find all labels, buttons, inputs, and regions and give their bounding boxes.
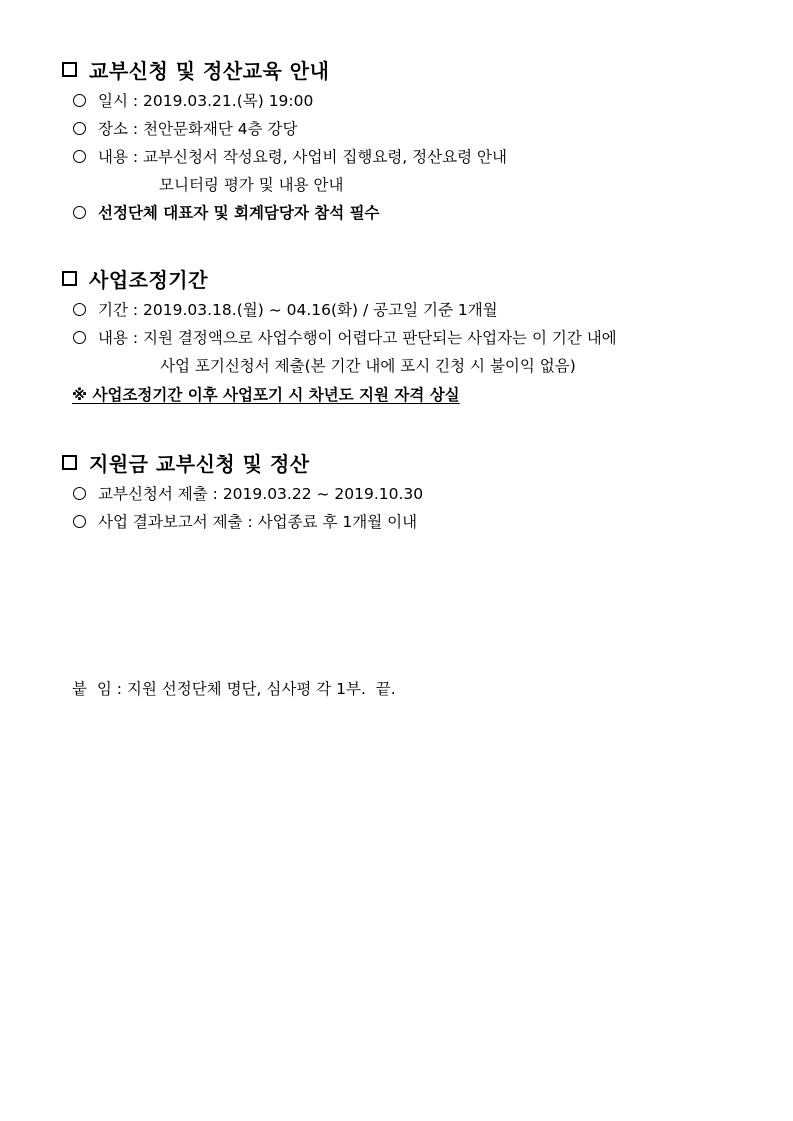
list-item-content: [60, 142, 753, 170]
circle-bullet-icon: [73, 150, 86, 163]
circle-bullet-icon: [73, 206, 86, 219]
section-heading: [60, 263, 753, 293]
section-title: 사업조정기간: [89, 267, 208, 292]
item-text: 사업 결과보고서 제출 : 사업종료 후 1개월 이내: [98, 513, 418, 531]
circle-bullet-icon: [73, 94, 86, 107]
list-item-period: [60, 295, 753, 323]
attachment-line: 붙 임 : 지원 선정단체 명단, 심사평 각 1부. 끝.: [72, 680, 396, 698]
circle-bullet-icon: [73, 487, 86, 500]
list-item-date: [60, 86, 753, 114]
item-text: 선정단체 대표자 및 회계담당자 참석 필수: [98, 204, 380, 222]
circle-bullet-icon: [73, 515, 86, 528]
warning-note: ※ 사업조정기간 이후 사업포기 시 차년도 지원 자격 상실: [72, 386, 460, 404]
checkbox-square-icon: [62, 271, 77, 286]
item-text: 기간 : 2019.03.18.(월) ~ 04.16(화) / 공고일 기준 1개월: [98, 301, 498, 319]
section-title: 지원금 교부신청 및 정산: [89, 451, 310, 476]
list-item-location: [60, 114, 753, 142]
item-continuation: 모니터링 평가 및 내용 안내: [159, 176, 344, 194]
item-text: 장소 : 천안문화재단 4층 강당: [98, 120, 298, 138]
section-title: 교부신청 및 정산교육 안내: [89, 58, 330, 83]
list-item-required-attendance: [60, 198, 753, 226]
item-continuation: 사업 포기신청서 제출(본 기간 내에 포시 긴청 시 불이익 없음): [160, 357, 576, 375]
section-education: [60, 54, 753, 226]
section-grant-application: [60, 447, 753, 535]
circle-bullet-icon: [73, 122, 86, 135]
section-heading: [60, 447, 753, 477]
item-text: 내용 : 교부신청서 작성요령, 사업비 집행요령, 정산요령 안내: [98, 148, 507, 166]
item-text: 일시 : 2019.03.21.(목) 19:00: [98, 92, 314, 110]
checkbox-square-icon: [62, 62, 77, 77]
list-item-application-submission: [60, 479, 753, 507]
list-item-report-submission: [60, 507, 753, 535]
circle-bullet-icon: [73, 331, 86, 344]
item-text: 교부신청서 제출 : 2019.03.22 ~ 2019.10.30: [98, 485, 424, 503]
item-text: 내용 : 지원 결정액으로 사업수행이 어렵다고 판단되는 사업자는 이 기간 내에: [98, 329, 617, 347]
section-heading: [60, 54, 753, 84]
section-adjustment-period: [60, 263, 753, 409]
circle-bullet-icon: [73, 303, 86, 316]
checkbox-square-icon: [62, 455, 77, 470]
list-item-content: [60, 323, 753, 351]
